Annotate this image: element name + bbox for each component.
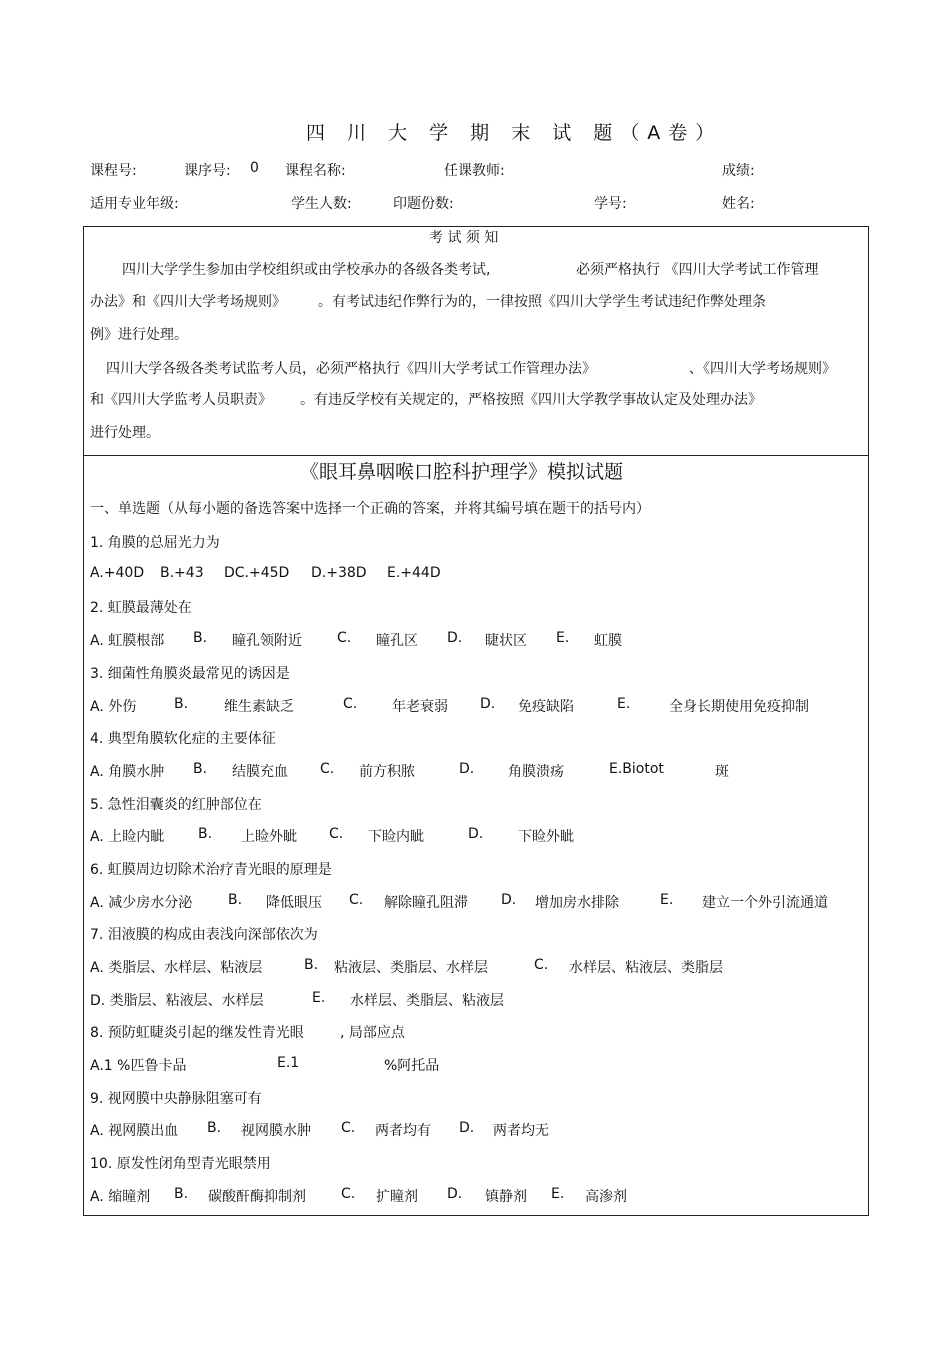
option: A. 类脂层、水样层、粘液层 xyxy=(90,960,263,976)
option: 瞳孔领附近 xyxy=(232,633,302,649)
name-label: 姓名: xyxy=(722,196,755,212)
option: 解除瞳孔阻滞 xyxy=(384,895,468,911)
question-stem: 1. 角膜的总屈光力为 xyxy=(90,535,220,551)
option: 角膜溃疡 xyxy=(508,764,564,780)
option: 下睑内眦 xyxy=(368,829,424,845)
option: 碳酸酐酶抑制剂 xyxy=(208,1189,306,1205)
exam-title: 四 川 大 学 期 末 试 题（A卷） xyxy=(306,122,723,144)
option-letter: B. xyxy=(207,1120,222,1136)
option: 全身长期使用免疫抑制 xyxy=(669,699,809,715)
option: 扩瞳剂 xyxy=(376,1189,418,1205)
student-count-label: 学生人数: xyxy=(291,196,352,212)
option: D. 类脂层、粘液层、水样层 xyxy=(90,993,264,1009)
option: A. 上睑内眦 xyxy=(90,829,165,845)
question-stem: 3. 细菌性角膜炎最常见的诱因是 xyxy=(90,666,290,682)
option: 高渗剂 xyxy=(585,1189,627,1205)
option-letter: C. xyxy=(349,892,364,908)
option: 上睑外眦 xyxy=(241,829,297,845)
option: 建立一个外引流通道 xyxy=(702,895,828,911)
option-letter: B. xyxy=(174,1186,189,1202)
option-letter: C. xyxy=(337,630,352,646)
option-letter: D. xyxy=(501,892,517,908)
option: 两者均有 xyxy=(375,1123,431,1139)
option: A.+40D xyxy=(90,565,145,581)
question-stem: 10. 原发性闭角型青光眼禁用 xyxy=(90,1156,271,1172)
option-letter: E. xyxy=(660,892,674,908)
option-letter: E. xyxy=(551,1186,565,1202)
option-letter: C. xyxy=(320,761,335,777)
question-stem-continued: , 局部应点 xyxy=(340,1025,405,1041)
notice-p2-line3: 进行处理。 xyxy=(90,425,160,441)
notice-p2-line2b: 。有违反学校有关规定的，严格按照《四川大学教学事故认定及处理办法》 xyxy=(300,392,762,408)
option: 睫状区 xyxy=(485,633,527,649)
notice-heading: 考 试 须 知 xyxy=(429,230,499,246)
option: 斑 xyxy=(715,764,729,780)
option: 两者均无 xyxy=(493,1123,549,1139)
option-letter: E. xyxy=(556,630,570,646)
question-stem: 4. 典型角膜软化症的主要体征 xyxy=(90,731,276,747)
option-letter: B. xyxy=(193,630,208,646)
option: 前方积脓 xyxy=(359,764,415,780)
option-letter: B. xyxy=(198,826,213,842)
option: A. 角膜水肿 xyxy=(90,764,165,780)
option: 粘液层、类脂层、水样层 xyxy=(334,960,488,976)
option: E.1 xyxy=(277,1055,300,1071)
option: 水样层、粘液层、类脂层 xyxy=(569,960,723,976)
option-letter: C. xyxy=(341,1186,356,1202)
course-name-label: 课程名称: xyxy=(285,163,346,179)
notice-p1-line1a: 四川大学学生参加由学校组织或由学校承办的各级各类考试, xyxy=(122,262,491,278)
option: A. 减少房水分泌 xyxy=(90,895,193,911)
option: DC.+45D xyxy=(224,565,290,581)
notice-p1-line3: 例》进行处理。 xyxy=(90,327,188,343)
notice-p2-line2a: 和《四川大学监考人员职责》 xyxy=(90,392,272,408)
option: A. 外伤 xyxy=(90,699,137,715)
option: 虹膜 xyxy=(594,633,622,649)
option-letter: C. xyxy=(343,696,358,712)
notice-divider xyxy=(84,455,868,456)
option-letter: C. xyxy=(534,957,549,973)
option-letter: D. xyxy=(468,826,484,842)
notice-p1-line2b: 。有考试违纪作弊行为的，一律按照《四川大学学生考试违纪作弊处理条 xyxy=(318,294,766,310)
question-stem: 7. 泪液膜的构成由表浅向深部依次为 xyxy=(90,927,318,943)
section-number-value: 0 xyxy=(250,160,259,176)
option: A.1 %匹鲁卡品 xyxy=(90,1058,187,1074)
option-letter: D. xyxy=(447,1186,463,1202)
option: 视网膜水肿 xyxy=(241,1123,311,1139)
question-stem: 9. 视网膜中央静脉阻塞可有 xyxy=(90,1091,262,1107)
option: 年老衰弱 xyxy=(392,699,448,715)
option: %阿托品 xyxy=(384,1058,440,1074)
question-stem: 8. 预防虹睫炎引起的继发性青光眼 xyxy=(90,1025,304,1041)
option-letter: B. xyxy=(304,957,319,973)
option: 瞳孔区 xyxy=(376,633,418,649)
copies-label: 印题份数: xyxy=(393,196,454,212)
section-heading: 一、单选题（从每小题的备选答案中选择一个正确的答案，并将其编号填在题干的括号内） xyxy=(90,501,650,517)
option-letter: C. xyxy=(341,1120,356,1136)
notice-p2-line1a: 四川大学各级各类考试监考人员，必须严格执行《四川大学考试工作管理办法》 xyxy=(106,361,596,377)
option-letter: D. xyxy=(459,761,475,777)
option: A. 视网膜出血 xyxy=(90,1123,179,1139)
option-letter: B. xyxy=(193,761,208,777)
option-letter: E. xyxy=(312,990,326,1006)
notice-p1-line1b: 必须严格执行 《四川大学考试工作管理 xyxy=(576,262,819,278)
major-grade-label: 适用专业年级: xyxy=(90,196,179,212)
option-letter: B. xyxy=(174,696,189,712)
option: A. 虹膜根部 xyxy=(90,633,165,649)
section-number-label: 课序号: xyxy=(184,163,231,179)
exam-subtitle: 《眼耳鼻咽喉口腔科护理学》模拟试题 xyxy=(300,461,624,483)
question-stem: 2. 虹膜最薄处在 xyxy=(90,600,192,616)
option: 镇静剂 xyxy=(485,1189,527,1205)
notice-p1-line2a: 办法》和《四川大学考场规则》 xyxy=(90,294,286,310)
option: 降低眼压 xyxy=(266,895,322,911)
option: E.+44D xyxy=(387,565,441,581)
option: E.Biotot xyxy=(609,761,664,777)
question-stem: 6. 虹膜周边切除术治疗青光眼的原理是 xyxy=(90,862,332,878)
question-stem: 5. 急性泪囊炎的红肿部位在 xyxy=(90,797,262,813)
option-letter: E. xyxy=(617,696,631,712)
option: D.+38D xyxy=(311,565,367,581)
course-number-label: 课程号: xyxy=(90,163,137,179)
option-letter: B. xyxy=(228,892,243,908)
option-letter: C. xyxy=(329,826,344,842)
option: 免疫缺陷 xyxy=(518,699,574,715)
score-label: 成绩: xyxy=(722,163,755,179)
option: A. 缩瞳剂 xyxy=(90,1189,151,1205)
option: 水样层、类脂层、粘液层 xyxy=(350,993,504,1009)
option-letter: D. xyxy=(480,696,496,712)
option: 结膜充血 xyxy=(232,764,288,780)
option: B.+43 xyxy=(160,565,204,581)
option: 维生素缺乏 xyxy=(224,699,294,715)
option-letter: D. xyxy=(459,1120,475,1136)
option: 增加房水排除 xyxy=(535,895,619,911)
student-id-label: 学号: xyxy=(594,196,627,212)
option: 下睑外眦 xyxy=(518,829,574,845)
option-letter: D. xyxy=(447,630,463,646)
teacher-label: 任课教师: xyxy=(444,163,505,179)
notice-p2-line1b: 、《四川大学考场规则》 xyxy=(689,361,836,377)
